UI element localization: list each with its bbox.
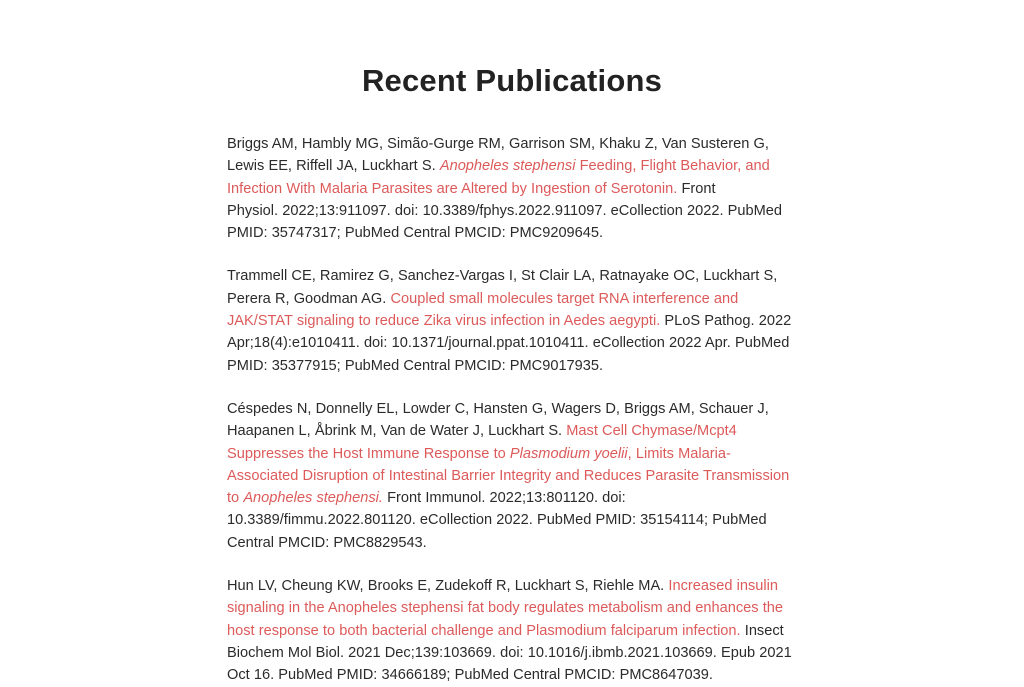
publication-title-link[interactable]: Anopheles stephensi [439, 158, 576, 175]
page-title: Recent Publications [361, 63, 663, 98]
publication-citation-text: Physiol. 2022;13:911097. doi: 10.3389/fphys.2022.911097. eCollection 2022. PubMed PMID: 35747317; PubMed Central PMCID: PMC9209645. [227, 202, 783, 242]
publication-citation-text: Trammell CE, Ramirez G, Sanchez-Vargas I, St Clair LA, Ratnayake OC, Luckhart S, Perera R, Goodman AG. [227, 268, 778, 307]
publication-title-link[interactable]: Plasmodium yoelii [509, 445, 628, 462]
publication-title-link[interactable]: , Limits Malaria-Associated Disruption of Intestinal Barrier Integrity and Reduces Parasite Transmission to [227, 445, 790, 507]
publication-entry [227, 133, 793, 244]
publication-citation-text: Front [677, 180, 716, 197]
publication-entry [227, 398, 793, 554]
publication-title-link[interactable]: Coupled small molecules target RNA interference and JAK/STAT signaling to reduce Zika virus infection in Aedes aegypti. [227, 290, 739, 330]
publication-entry [227, 265, 793, 376]
publication-title-link[interactable]: Increased insulin signaling in the Anopheles stephensi fat body regulates metabolism and enhances the host response to both bacterial challenge and Plasmodium falciparum infection. [227, 578, 784, 639]
publication-citation-text: Front Immunol. 2022;13:801120. doi: [382, 490, 626, 507]
publication-title-link[interactable]: Mast Cell Chymase/Mcpt4 Suppresses the Host Immune Response to [227, 423, 737, 462]
publication-title-link[interactable]: Feeding, Flight Behavior, and Infection With Malaria Parasites are Altered by Ingestion of Serotonin. [227, 158, 770, 197]
publication-citation-text: Hun LV, Cheung KW, Brooks E, Zudekoff R, Luckhart S, Riehle MA. [227, 578, 669, 595]
publication-citation-text: Insect Biochem Mol Biol. 2021 Dec;139:103669. doi: 10.1016/j.ibmb.2021.103669. Epub 2021 Oct 16. PubMed PMID: 34666189; PubMed Central PMCID: PMC8647039. [227, 622, 792, 684]
publication-list [227, 133, 793, 687]
publication-citation-text: PLoS Pathog. 2022 Apr;18(4):e1010411. doi: 10.1371/journal.ppat.1010411. eCollection 2022 Apr. PubMed PMID: 35377915; PubMed Central PMCID: PMC9017935. [227, 313, 792, 374]
publication-citation-text: Briggs AM, Hambly MG, Simão-Gurge RM, Garrison SM, Khaku Z, Van Susteren G, Lewis EE, Riffell JA, Luckhart S. [227, 136, 769, 175]
publication-entry [227, 575, 793, 686]
publication-citation-text: 10.3389/fimmu.2022.801120. eCollection 2022. PubMed PMID: 35154114; PubMed Central PMCID: PMC8829543. [227, 512, 767, 551]
publication-title-link[interactable]: Anopheles stephensi. [243, 490, 383, 507]
publication-citation-text: Céspedes N, Donnelly EL, Lowder C, Hansten G, Wagers D, Briggs AM, Schauer J, Haapanen L, Åbrink M, Van de Water J, Luckhart S. [227, 400, 769, 440]
